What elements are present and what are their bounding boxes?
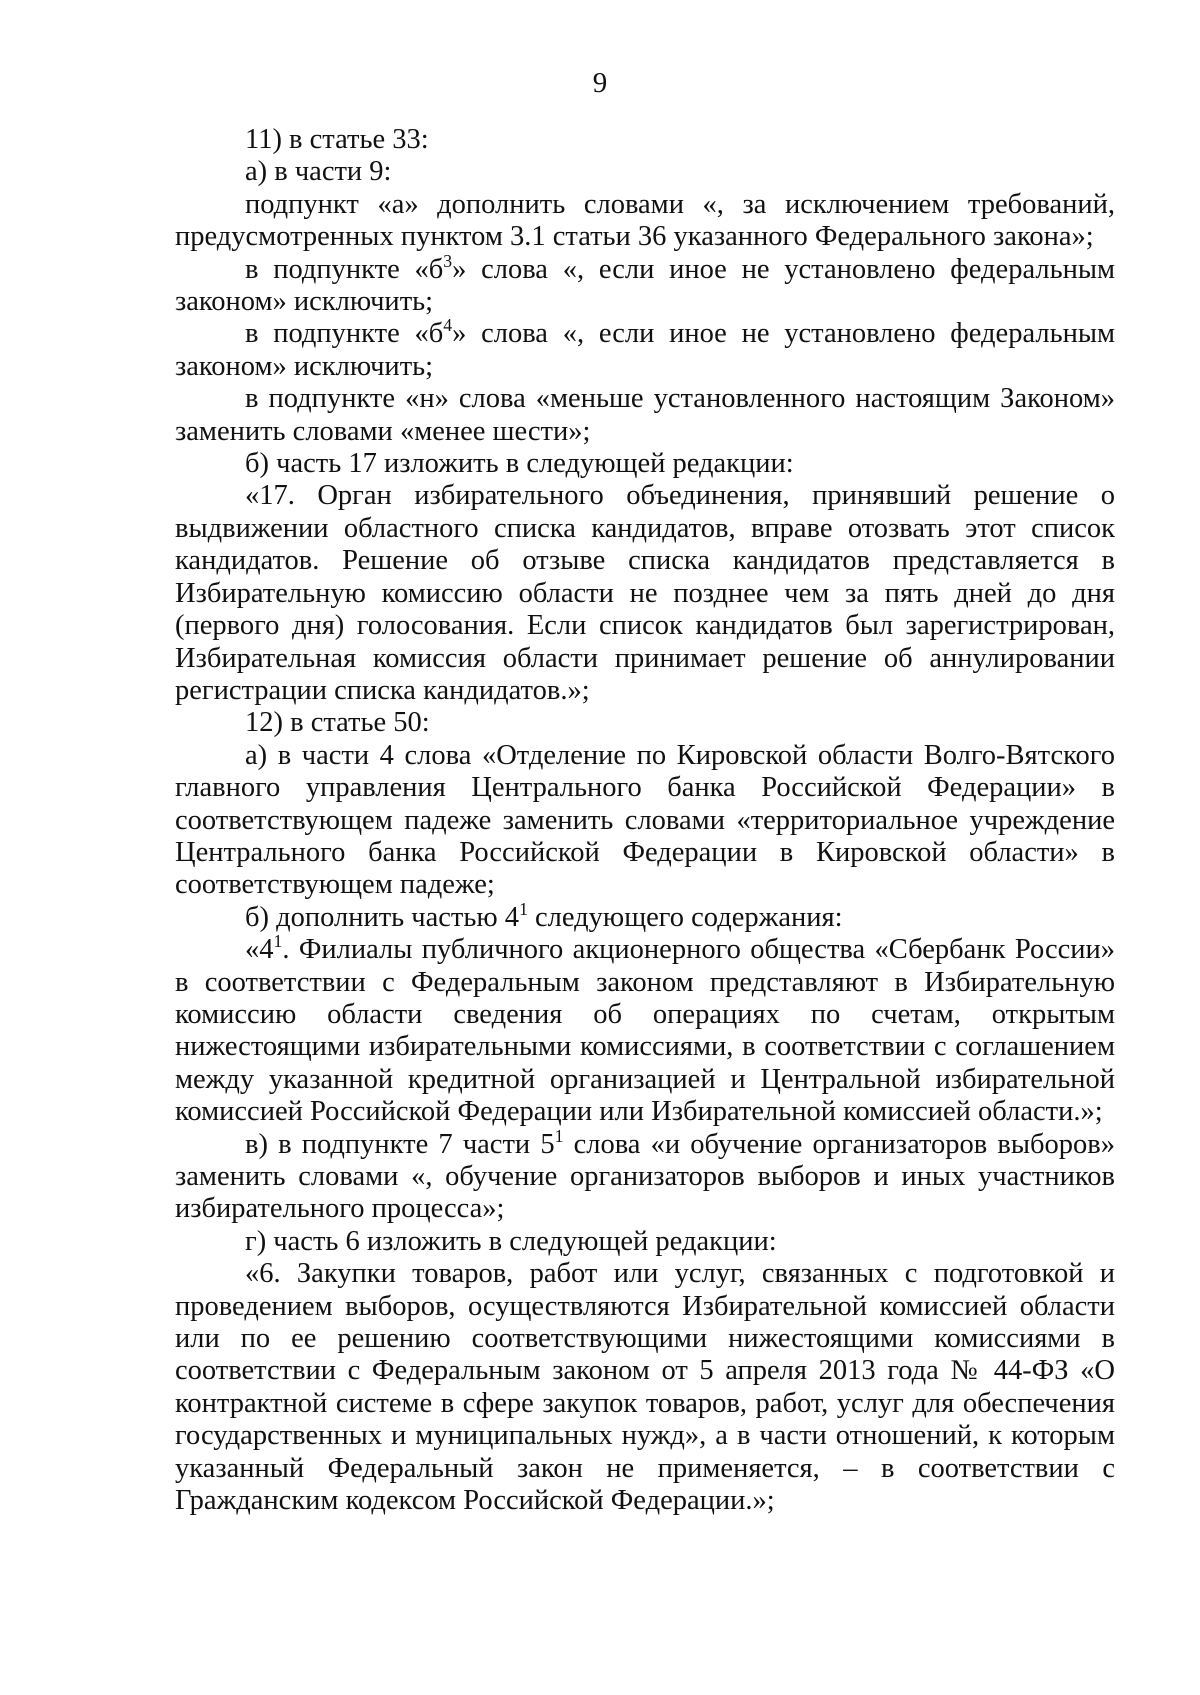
paragraph-p14	[175, 1226, 1115, 1258]
paragraph-p10	[175, 740, 1115, 902]
paragraph-p6	[175, 383, 1115, 448]
paragraph-text: «6. Закупки товаров, работ или услуг, связанных с подготовкой и проведением выборов, осуществляются Избирательной комиссией области или по ее решению соответствующими нижестоящими комиссиями в соответствии с Федеральным законом от 5 апреля 2013 года № 44-ФЗ «О контрактной системе в сфере закупок товаров, работ, услуг для обеспечения государственных и муниципальных нужд», а в части отношений, к которым указанный Федеральный закон не применяется, – в соответствии с Гражданским кодексом Российской Федерации.»;	[175, 1258, 1115, 1517]
paragraph-text: «4	[245, 934, 274, 966]
document-body	[175, 124, 1115, 1517]
paragraph-p11	[175, 898, 1115, 934]
paragraph-p3	[175, 189, 1115, 254]
paragraph-p13	[175, 1125, 1115, 1226]
paragraph-p9	[175, 707, 1115, 739]
superscript: 1	[554, 1125, 564, 1146]
paragraph-text: 11) в статье 33:	[245, 124, 429, 155]
page-number: 9	[592, 67, 608, 99]
paragraph-text: » слова «, если иное не установлено федеральным законом» исключить;	[175, 253, 1116, 318]
paragraph-text: следующего содержания:	[527, 901, 843, 933]
paragraph-p15	[175, 1258, 1115, 1517]
paragraph-text: » слова «, если иное не установлено федеральным законом» исключить;	[175, 318, 1116, 382]
paragraph-text: в) в подпункте 7 части 5	[245, 1128, 555, 1160]
paragraph-text: 12) в статье 50:	[245, 707, 430, 739]
paragraph-text: а) в части 4 слова «Отделение по Кировской области Волго-Вятского главного управления Центрального банка Российской Федерации» в соответствующем падеже заменить словами «территориальное учреждение Центрального банка Российской Федерации в Кировской области» в соответствующем падеже;	[175, 739, 1115, 901]
paragraph-p1	[175, 124, 1115, 156]
paragraph-text: в подпункте «н» слова «меньше установленного настоящим Законом» заменить словами «менее шести»;	[175, 383, 1115, 447]
paragraph-p7	[175, 448, 1115, 480]
paragraph-text: слова «и обучение организаторов выборов» заменить словами «, обучение организаторов выборов и иных участников избирательного процесса»;	[175, 1128, 1115, 1225]
paragraph-text: г) часть 6 изложить в следующей редакции:	[245, 1225, 777, 1257]
paragraph-text: подпункт «а» дополнить словами «, за исключением требований, предусмотренных пунктом 3.1 статьи 36 указанного Федерального закона»;	[175, 188, 1115, 253]
paragraph-text: «17. Орган избирательного объединения, принявший решение о выдвижении областного списка кандидатов, вправе отозвать этот список кандидатов. Решение об отзыве списка кандидатов представляется в Избирательную комиссию области не позднее чем за пять дней до дня (первого дня) голосования. Если список кандидатов был зарегистрирован, Избирательная комиссия области принимает решение об аннулировании регистрации списка кандидатов.»;	[175, 480, 1115, 706]
superscript: 4	[443, 315, 453, 336]
paragraph-text: в подпункте «б	[245, 253, 444, 285]
paragraph-p2	[175, 156, 1115, 188]
paragraph-p4	[175, 250, 1116, 319]
paragraph-text: б) дополнить частью 4	[245, 901, 520, 933]
paragraph-text: . Филиалы публичного акционерного общества «Сбербанк России» в соответствии с Федеральным законом представляют в Избирательную комиссию области сведения об операциях по счетам, открытым нижестоящими избирательными комиссиями, в соответствии с соглашением между указанной кредитной организацией и Центральной избирательной комиссией Российской Федерации или Избирательной комиссией области.»;	[175, 934, 1115, 1128]
superscript: 1	[519, 898, 528, 919]
paragraph-text: б) часть 17 изложить в следующей редакции:	[245, 448, 794, 480]
paragraph-text: в подпункте «б	[245, 318, 444, 350]
paragraph-text: а) в части 9:	[245, 156, 392, 188]
paragraph-p8	[175, 480, 1115, 707]
superscript: 3	[443, 250, 453, 271]
superscript: 1	[273, 931, 283, 952]
paragraph-p12	[175, 931, 1115, 1128]
paragraph-p5	[175, 315, 1116, 383]
